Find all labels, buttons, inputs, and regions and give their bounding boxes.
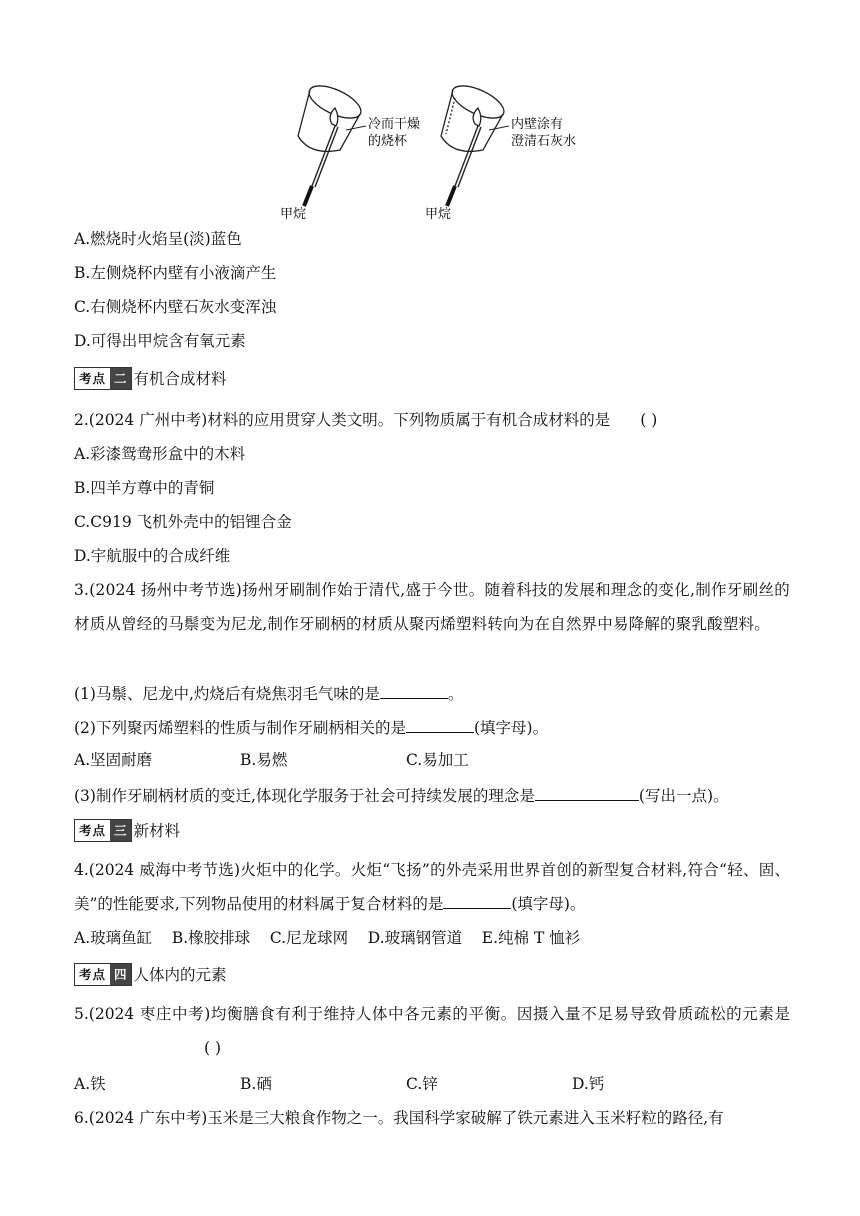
section-title: 新材料 [133,822,181,840]
q2-stem: 2.(2024 广州中考)材料的应用贯穿人类文明。下列物质属于有机合成材料的是 ( ) [74,411,658,429]
gas-label-left: 甲烷 [280,207,307,222]
q2-option-a: A.彩漆鸳鸯形盒中的木料 [74,445,246,463]
q1-option-a: A.燃烧时火焰呈(淡)蓝色 [74,230,242,248]
q3-part-1: (1)马鬃、尼龙中,灼烧后有烧焦羽毛气味的是 。 [74,682,463,704]
q1-option-b: B.左侧烧杯内壁有小液滴产生 [74,264,277,282]
right-beaker-label-1: 内壁涂有 [511,117,564,132]
answer-parens: ( ) [640,411,658,429]
answer-blank[interactable] [443,892,511,909]
q3-part-3: (3)制作牙刷柄材质的变迁,体现化学服务于社会可持续发展的理念是 (写出一点)。 [74,784,729,806]
q2-option-d: D.宇航服中的合成纤维 [74,547,231,565]
answer-blank[interactable] [380,682,448,699]
answer-blank[interactable] [535,784,639,801]
experiment-figure [280,78,600,223]
kaodian-badge: 考点 三 [74,819,132,842]
left-beaker [298,79,365,206]
q4-options: A.玻璃鱼缸 B.橡胶排球 C.尼龙球网 D.玻璃钢管道 E.纯棉 T 恤衫 [74,929,581,947]
q2-option-b: B.四羊方尊中的青铜 [74,479,215,497]
q5-options: A.铁 B.硒 C.锌 D.钙 [74,1075,605,1093]
right-beaker-label-2: 澄清石灰水 [511,134,577,149]
q3-stem: 3.(2024 扬州中考节选)扬州牙刷制作始于清代,盛于今世。随着科技的发展和理念的变化,制作牙刷丝的材质从曾经的马鬃变为尼龙,制作牙刷柄的材质从聚丙烯塑料转向为在自然界中易降解的聚乳酸塑料。 [74,581,790,633]
section-heading-4 [74,962,227,986]
section-title: 有机合成材料 [133,370,227,388]
kaodian-badge: 考点 四 [74,963,132,986]
q1-option-c: C.右侧烧杯内壁石灰水变浑浊 [74,298,277,316]
q6-stem: 6.(2024 广东中考)玉米是三大粮食作物之一。我国科学家破解了铁元素进入玉米籽粒的路径,有 [74,1109,724,1127]
q2-option-c: C.C919 飞机外壳中的铝锂合金 [74,513,292,531]
kaodian-badge: 考点 二 [74,367,132,390]
answer-blank[interactable] [406,716,474,733]
left-beaker-label-2: 的烧杯 [368,134,408,149]
section-title: 人体内的元素 [133,966,227,984]
section-heading-2 [74,366,227,390]
q4-stem: 4.(2024 威海中考节选)火炬中的化学。火炬“飞扬”的外壳采用世界首创的新型复合材料,符合“轻、固、美”的性能要求,下列物品使用的材料属于复合材料的是 (填字母)。 [74,861,790,913]
gas-label-right: 甲烷 [425,207,452,222]
left-beaker-label-1: 冷而干燥 [368,117,421,132]
section-heading-3 [74,818,180,842]
right-beaker [441,79,508,206]
answer-parens: ( ) [204,1039,222,1057]
q3-part-2: (2)下列聚丙烯塑料的性质与制作牙刷柄相关的是 (填字母)。 [74,716,548,738]
q5-stem: 5.(2024 枣庄中考)均衡膳食有利于维持人体中各元素的平衡。因摄入量不足易导致骨质疏松的元素是( ) [74,1005,790,1057]
q1-option-d: D.可得出甲烷含有氧元素 [74,332,246,350]
q3-part-2-options: A.坚固耐磨 B.易燃 C.易加工 [74,751,469,769]
